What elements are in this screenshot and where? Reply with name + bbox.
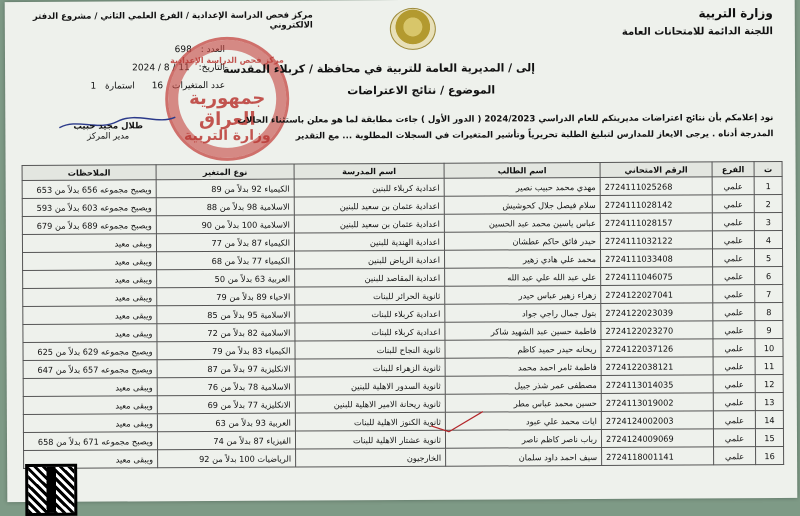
- results-table: [22, 161, 785, 469]
- signature-block: [73, 121, 143, 141]
- cell-student-name: رباب ناصر كاظم ناصر: [445, 429, 601, 448]
- ministry-header: [622, 6, 773, 38]
- cell-seq: 1: [754, 177, 782, 195]
- committee-name: اللجنة الدائمة للامتحانات العامة: [621, 26, 773, 38]
- cell-branch: علمي: [712, 231, 754, 249]
- meta-changes: عدد المتغيرات 16 استمارة 1: [90, 80, 226, 92]
- cell-student-name: علي عبد الله علي عبد الله: [445, 267, 601, 286]
- cell-notes: ويبقى معيد: [22, 234, 156, 253]
- cell-change-type: الاسلامية 78 بدلاً من 76: [157, 377, 295, 396]
- cell-exam-number: 2724113014035: [601, 375, 713, 394]
- cell-notes: ويصبح مجموعه 629 بدلاً من 625: [23, 342, 157, 361]
- cell-school-name: اعدادية عثمان بن سعيد للبنين: [294, 196, 444, 215]
- cell-notes: ويصبح مجموعه 671 بدلاً من 658: [23, 432, 157, 451]
- cell-seq: 16: [756, 446, 784, 464]
- cell-change-type: العربية 93 بدلاً من 63: [157, 413, 295, 432]
- cell-school-name: اعدادية كربلاء للبنات: [295, 322, 445, 341]
- cell-change-type: الكيمياء 83 بدلاً من 79: [157, 341, 295, 360]
- cell-branch: علمي: [713, 321, 755, 339]
- col-notes: الملاحظات: [22, 165, 156, 181]
- cell-student-name: حيدر فائق حاكم عطشان: [444, 231, 600, 250]
- cell-change-type: الفيزياء 87 بدلاً من 74: [157, 431, 295, 450]
- cell-exam-number: 2724122023039: [601, 303, 713, 322]
- cell-notes: ويبقى معيد: [23, 288, 157, 307]
- cell-school-name: ثانوية النجاح للبنات: [295, 340, 445, 359]
- signatory-title: مدير المركز: [87, 131, 130, 142]
- cell-notes: ويبقى معيد: [23, 252, 157, 271]
- cell-school-name: اعدادية عثمان بن سعيد للبنين: [294, 214, 444, 233]
- cell-student-name: بتول جمال راجي جواد: [445, 303, 601, 322]
- cell-branch: علمي: [712, 195, 754, 213]
- cell-school-name: الخارجيون: [296, 448, 446, 467]
- cell-seq: 13: [755, 393, 783, 411]
- cell-student-name: مصطفى عمر شذر جبيل: [445, 375, 601, 394]
- cell-branch: علمي: [713, 267, 755, 285]
- col-exam-number: الرقم الامتحاني: [600, 162, 712, 178]
- cell-notes: ويصبح مجموعه 656 بدلاً من 653: [22, 180, 156, 199]
- cell-seq: 15: [755, 429, 783, 447]
- cell-exam-number: 2724111033408: [600, 249, 712, 268]
- cell-change-type: الاسلامية 95 بدلاً من 85: [157, 305, 295, 324]
- cell-school-name: اعدادية المقاصد للبنين: [295, 268, 445, 287]
- cell-seq: 14: [755, 411, 783, 429]
- cell-notes: ويبقى معيد: [23, 306, 157, 325]
- cell-seq: 4: [754, 231, 782, 249]
- cell-exam-number: 2724122023270: [601, 321, 713, 340]
- cell-school-name: اعدادية الهندية للبنين: [294, 232, 444, 251]
- cell-branch: علمي: [713, 393, 755, 411]
- qr-code-icon: [25, 464, 77, 516]
- cell-branch: علمي: [712, 177, 754, 195]
- center-name: مركز فحص الدراسة الإعدادية / الفرع العلمي الثاني / مشروع الدفتر الالكتروني: [32, 10, 313, 31]
- cell-branch: علمي: [713, 339, 755, 357]
- col-seq: ت: [754, 162, 782, 177]
- cell-seq: 10: [755, 339, 783, 357]
- cell-branch: علمي: [713, 303, 755, 321]
- cell-change-type: الكيمياء 92 بدلاً من 89: [156, 179, 294, 198]
- col-change-type: نوع المتغير: [156, 164, 294, 180]
- cell-school-name: ثانوية الزهراء للبنات: [295, 358, 445, 377]
- cell-exam-number: 2724124009069: [601, 429, 713, 448]
- col-school-name: اسم المدرسة: [294, 163, 444, 179]
- cell-exam-number: 2724122038121: [601, 357, 713, 376]
- cell-school-name: اعدادية الرياض للبنين: [295, 250, 445, 269]
- cell-notes: ويصبح مجموعه 689 بدلاً من 679: [22, 216, 156, 235]
- body-line-2: المدرجة أدناه . يرجى الايعاز للمدارس لتبليغ الطلبة تحريرياً وتأشير المتغيرات في السجلات المطلوبة ... مع التقدير: [295, 129, 774, 142]
- signatory-name: طلال مجيد حبيب: [73, 121, 143, 132]
- cell-seq: 6: [755, 267, 783, 285]
- cell-change-type: الاحياء 89 بدلاً من 79: [157, 287, 295, 306]
- col-branch: الفرع: [712, 162, 754, 177]
- letter-body: [153, 110, 773, 145]
- cell-exam-number: 2724122027041: [601, 285, 713, 304]
- cell-branch: علمي: [713, 411, 755, 429]
- official-stamp: مركز فحص الدراسة الإعدادية جمهورية العراق وزارة التربية: [165, 37, 290, 162]
- cell-branch: علمي: [713, 375, 755, 393]
- cell-student-name: عباس ياسين محمد عبد الحسين: [444, 213, 600, 232]
- cell-student-name: زهراء زهير عباس حيدر: [445, 285, 601, 304]
- cell-school-name: ثانوية ريحانة الامير الاهلية للبنين: [295, 394, 445, 413]
- cell-notes: ويصبح مجموعه 603 بدلاً من 593: [22, 198, 156, 217]
- cell-student-name: حسين محمد عباس مطر: [445, 393, 601, 412]
- cell-change-type: الاسلامية 98 بدلاً من 88: [156, 197, 294, 216]
- cell-branch: علمي: [714, 447, 756, 465]
- cell-change-type: الانكليزية 77 بدلاً من 69: [157, 395, 295, 414]
- cell-student-name: محمد علي هادي زهير: [445, 249, 601, 268]
- cell-school-name: اعدادية كربلاء للبنات: [295, 304, 445, 323]
- cell-student-name: سيف احمد داود سلمان: [446, 447, 602, 466]
- cell-branch: علمي: [713, 285, 755, 303]
- col-student-name: اسم الطالب: [444, 162, 600, 178]
- ministry-emblem-icon: [390, 8, 436, 50]
- cell-seq: 7: [755, 285, 783, 303]
- cell-seq: 5: [754, 249, 782, 267]
- cell-change-type: الرياضيات 100 بدلاً من 92: [158, 449, 296, 468]
- cell-change-type: الاسلامية 100 بدلاً من 90: [156, 215, 294, 234]
- cell-seq: 12: [755, 375, 783, 393]
- cell-notes: ويصبح مجموعه 657 بدلاً من 647: [23, 360, 157, 379]
- cell-student-name: فاطمة حسين عبد الشهيد شاكر: [445, 321, 601, 340]
- cell-notes: ويبقى معيد: [23, 414, 157, 433]
- cell-seq: 11: [755, 357, 783, 375]
- cell-seq: 8: [755, 303, 783, 321]
- addressee-line: إلى / المديرية العامة للتربية في محافظة / كربلاء المقدسة: [222, 61, 536, 76]
- cell-change-type: العربية 63 بدلاً من 50: [157, 269, 295, 288]
- cell-seq: 2: [754, 195, 782, 213]
- center-header: [23, 10, 313, 32]
- cell-change-type: الكيمياء 87 بدلاً من 77: [156, 233, 294, 252]
- body-line-1: نود إعلامكم بأن نتائج اعتراضات مديريتكم للعام الدراسي 2024/2023 ( الدور الأول ) جاءت مطابقة لما هو معلن باستثناء الحالات: [237, 113, 774, 126]
- cell-change-type: الكيمياء 77 بدلاً من 68: [157, 251, 295, 270]
- cell-exam-number: 2724113019002: [601, 393, 713, 412]
- meta-date: التاريخ: 11 / 8 / 2024: [132, 62, 226, 74]
- cell-branch: علمي: [712, 249, 754, 267]
- cell-exam-number: 2724118001141: [602, 447, 714, 466]
- cell-exam-number: 2724111025268: [600, 177, 712, 196]
- pen-mark-icon: [427, 406, 487, 436]
- cell-seq: 9: [755, 321, 783, 339]
- cell-branch: علمي: [712, 213, 754, 231]
- subject-line: الموضوع / نتائج الاعتراضات: [347, 83, 496, 98]
- cell-school-name: اعدادية كربلاء للبنين: [294, 178, 444, 197]
- cell-branch: علمي: [713, 357, 755, 375]
- cell-exam-number: 2724124002003: [601, 411, 713, 430]
- cell-notes: ويبقى معيد: [24, 450, 158, 469]
- ministry-name: وزارة التربية: [698, 6, 773, 21]
- cell-exam-number: 2724111028142: [600, 195, 712, 214]
- cell-student-name: سلام فيصل جلال كحوشيش: [444, 195, 600, 214]
- cell-school-name: ثانوية عشتار الاهلية للبنات: [295, 430, 445, 449]
- cell-exam-number: 2724111046075: [601, 267, 713, 286]
- cell-notes: ويبقى معيد: [23, 270, 157, 289]
- cell-student-name: مهدي محمد حبيب نصير: [444, 177, 600, 196]
- cell-notes: ويبقى معيد: [23, 324, 157, 343]
- cell-branch: علمي: [713, 429, 755, 447]
- cell-exam-number: 2724122037126: [601, 339, 713, 358]
- cell-exam-number: 2724111032122: [600, 231, 712, 250]
- cell-school-name: ثانوية السدور الاهلية للبنين: [295, 376, 445, 395]
- table-row: [24, 446, 784, 468]
- cell-notes: ويبقى معيد: [23, 396, 157, 415]
- cell-change-type: الانكليزية 97 بدلاً من 87: [157, 359, 295, 378]
- document-page: [5, 0, 798, 502]
- cell-notes: ويبقى معيد: [23, 378, 157, 397]
- cell-seq: 3: [754, 213, 782, 231]
- cell-student-name: ريحانه حيدر حميد كاظم: [445, 339, 601, 358]
- cell-student-name: فاطمة ثامر احمد محمد: [445, 357, 601, 376]
- cell-school-name: ثانوية الكنوز الاهلية للبنات: [295, 412, 445, 431]
- meta-number: العدد : 698: [174, 44, 225, 56]
- cell-change-type: الاسلامية 82 بدلاً من 72: [157, 323, 295, 342]
- cell-student-name: ايات محمد علي عبود: [445, 411, 601, 430]
- cell-school-name: ثانوية الحرائر للبنات: [295, 286, 445, 305]
- cell-exam-number: 2724111028157: [600, 213, 712, 232]
